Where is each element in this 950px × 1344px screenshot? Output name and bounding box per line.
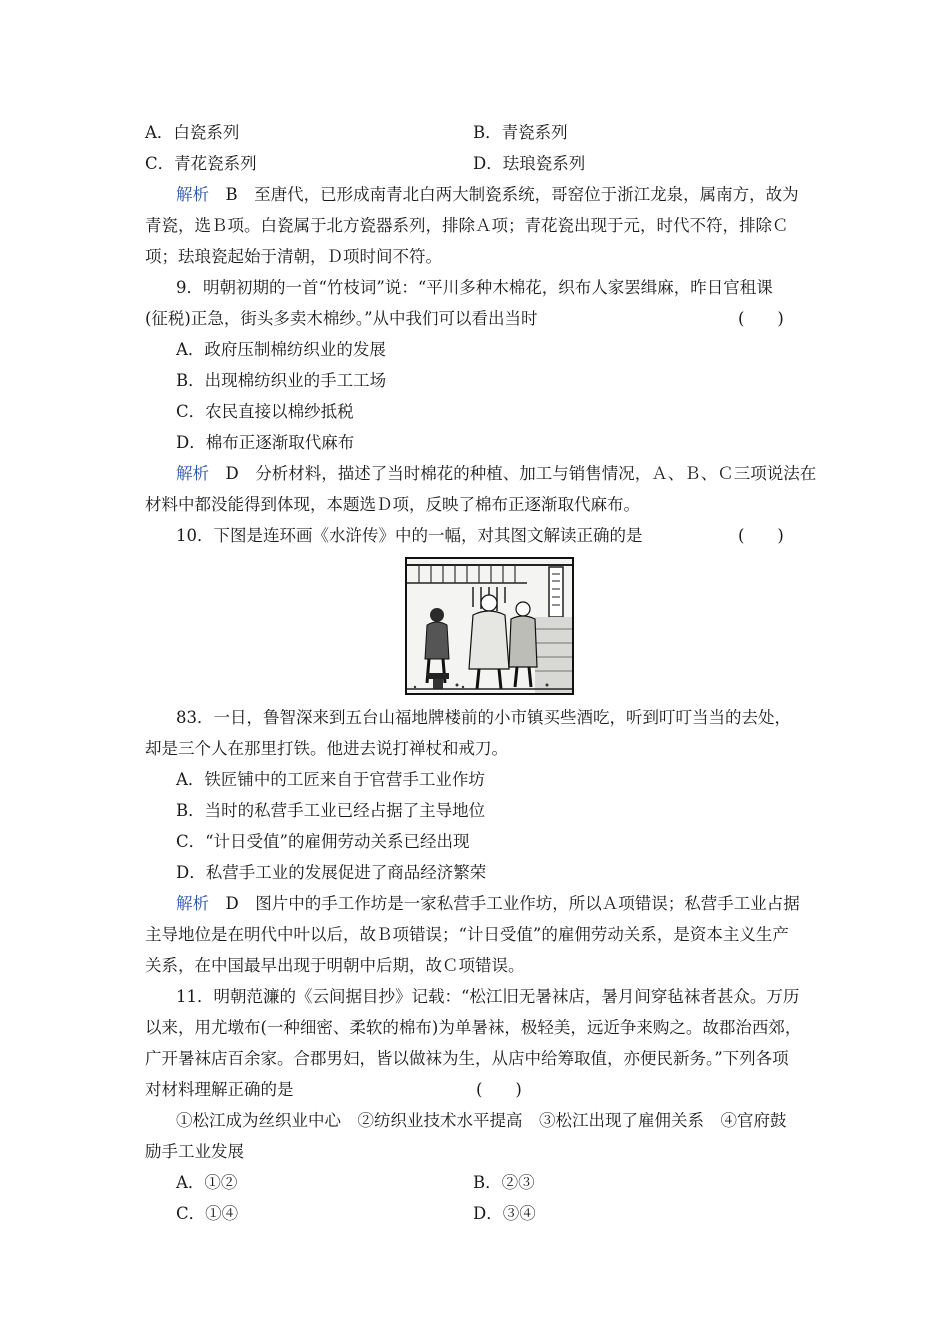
q10-caption-line: 却是三个人在那里打铁。他进去说打禅杖和戒刀。 — [145, 739, 508, 758]
q8-option-d: D．珐琅瓷系列 — [473, 154, 586, 173]
q9-option: C．农民直接以棉纱抵税 — [176, 402, 354, 421]
q8-option-b: B．青瓷系列 — [473, 123, 568, 142]
q10-option: C．“计日受值”的雇佣劳动关系已经出现 — [176, 832, 470, 851]
q9-option: A．政府压制棉纺织业的发展 — [176, 340, 386, 359]
q8-analysis-line: 青瓷，选Ｂ项。白瓷属于北方瓷器系列，排除Ａ项；青花瓷出现于元，时代不符，排除Ｃ — [145, 216, 789, 235]
analysis-label: 解析 — [176, 185, 209, 204]
q9-option: B．出现棉纺织业的手工工场 — [176, 371, 387, 390]
q10-analysis-line: 解析 D 图片中的手工作坊是一家私营手工业作坊，所以Ａ项错误；私营手工业占据 — [176, 894, 800, 913]
q11-stem-line: 11．明朝范濂的《云间据目抄》记载：“松江旧无暑袜店，暑月间穿毡袜者甚众。万历 — [176, 987, 800, 1006]
q10-option: D．私营手工业的发展促进了商品经济繁荣 — [176, 863, 487, 882]
q10-stem: 10．下图是连环画《水浒传》中的一幅，对其图文解读正确的是 — [176, 526, 643, 545]
q11-option-d: D．③④ — [473, 1204, 536, 1223]
answer-paren: ( ) — [738, 309, 784, 328]
q9-analysis-line: 材料中都没能得到体现，本题选Ｄ项，反映了棉布正逐渐取代麻布。 — [145, 495, 640, 514]
q10-option: B．当时的私营手工业已经占据了主导地位 — [176, 801, 486, 820]
q9-analysis-line: 解析 D 分析材料，描述了当时棉花的种植、加工与销售情况，Ａ、Ｂ、Ｃ三项说法在 — [176, 464, 817, 483]
comic-illustration — [405, 557, 574, 695]
q8-analysis-line: 项；珐琅瓷起始于清朝，Ｄ项时间不符。 — [145, 247, 442, 266]
q10-caption-line: 83．一日，鲁智深来到五台山福地牌楼前的小市镇买些酒吃，听到叮叮当当的去处， — [176, 708, 791, 727]
blacksmith-shop-drawing — [407, 559, 572, 693]
analysis-label: 解析 — [176, 464, 209, 483]
q8-option-a: A．白瓷系列 — [145, 123, 240, 142]
q11-option-a: A．①② — [176, 1173, 238, 1192]
q10-option: A．铁匠铺中的工匠来自于官营手工业作坊 — [176, 770, 485, 789]
q10-analysis-line: 主导地位是在明代中叶以后，故Ｂ项错误；“计日受值”的雇佣劳动关系，是资本主义生产 — [145, 925, 789, 944]
q8-option-c: C．青花瓷系列 — [145, 154, 257, 173]
q9-option: D．棉布正逐渐取代麻布 — [176, 433, 355, 452]
q11-items-line: 励手工业发展 — [145, 1142, 244, 1161]
q8-analysis-line: 解析 B 至唐代，已形成南青北白两大制瓷系统，哥窑位于浙江龙泉，属南方，故为 — [176, 185, 799, 204]
q11-stem-line: 广开暑袜店百余家。合郡男妇，皆以做袜为生，从店中给筹取值，亦便民新务。”下列各项 — [145, 1049, 789, 1068]
answer-paren: ( ) — [738, 526, 784, 545]
q11-items-line: ①松江成为丝织业中心 ②纺织业技术水平提高 ③松江出现了雇佣关系 ④官府鼓 — [176, 1111, 787, 1130]
analysis-label: 解析 — [176, 894, 209, 913]
q9-stem-line: (征税)正急，街头多卖木棉纱。”从中我们可以看出当时 — [145, 309, 538, 328]
q11-option-b: B．②③ — [473, 1173, 535, 1192]
q10-analysis-line: 关系，在中国最早出现于明朝中后期，故Ｃ项错误。 — [145, 956, 525, 975]
q11-option-c: C．①④ — [176, 1204, 239, 1223]
q11-stem-line: 对材料理解正确的是 — [145, 1080, 294, 1099]
answer-paren: ( ) — [476, 1080, 522, 1099]
q11-stem-line: 以来，用尤墩布(一种细密、柔软的棉布)为单暑袜，极轻美，远近争来购之。故郡治西郊， — [145, 1018, 802, 1037]
q9-stem-line: 9．明朝初期的一首“竹枝词”说：“平川多种木棉花，织布人家罢缉麻，昨日官租课 — [176, 278, 773, 297]
